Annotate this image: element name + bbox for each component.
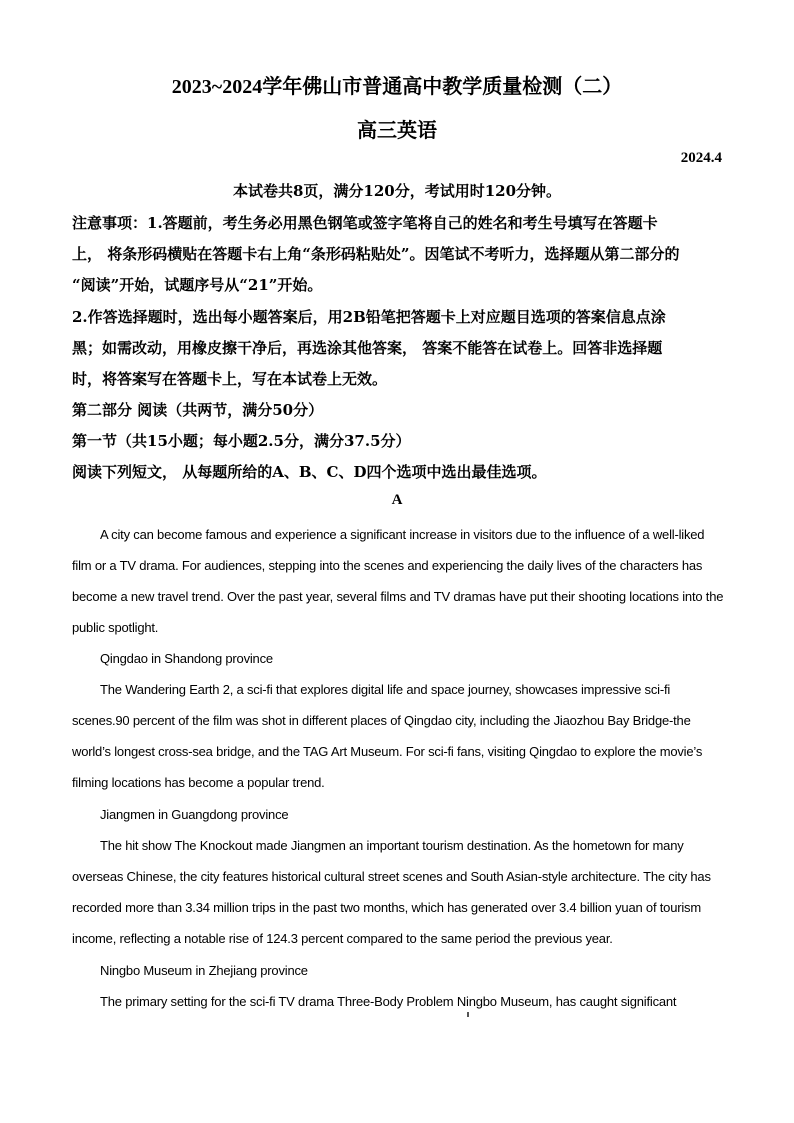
exam-subject: 高三英语 <box>357 120 437 142</box>
note2-line-3: 时，将答案写在答题卡上，写在本试卷上无效。 <box>72 370 388 388</box>
exam-summary: 本试卷共8页，满分120分，考试用时120分钟。 <box>232 182 562 200</box>
reading-direction: 阅读下列短文， 从每题所给的A、B、C、D四个选项中选出最佳选项。 <box>72 463 547 481</box>
location-heading-jiangmen: Jiangmen in Guangdong province <box>100 807 289 822</box>
passage-intro: A city can become famous and experience a significant increase in visitors due to the influence of a well-liked film or a TV drama. For audiences, stepping into the scenes and experiencing the daily lives of the characters has become a new travel trend. Over the past year, several films and TV dramas have put their shooting locations into the public spotlight. <box>72 527 724 635</box>
note2-line-1: 2.作答选择题时，选出每小题答案后，用2B铅笔把答题卡上对应题目选项的答案信息点涂 <box>72 308 666 326</box>
exam-title: 2023~2024学年佛山市普通高中教学质量检测（二） <box>171 76 623 98</box>
paragraph-ningbo: The primary setting for the sci-fi TV drama Three-Body Problem Ningbo Museum, has caught significant <box>100 994 677 1009</box>
note-line-1: 注意事项：1.答题前，考生务必用黑色钢笔或签字笔将自己的姓名和考生号填写在答题卡 <box>72 214 658 232</box>
note-line-3: “阅读”开始，试题序号从“21”开始。 <box>72 276 323 294</box>
location-heading-qingdao: Qingdao in Shandong province <box>100 651 273 666</box>
page-mark <box>467 1012 469 1017</box>
note-line-2: 上， 将条形码横贴在答题卡右上角“条形码粘贴处”。因笔试不考听力，选择题从第二部分的 <box>72 245 680 263</box>
section-heading: 第一节（共15小题；每小题2.5分，满分37.5分） <box>72 432 411 450</box>
paragraph-qingdao: The Wandering Earth 2, a sci-fi that explores digital life and space journey, showcases impressive sci-fi scenes.90 percent of the film was shot in different places of Qingdao city, including the Jiaozhou Bay Bridge-the world’s longest cross-sea bridge, and the TAG Art Museum. For sci-fi fans, visiting Qingdao to explore the movie’s filming locations has become a popular trend. <box>72 682 703 790</box>
location-heading-ningbo: Ningbo Museum in Zhejiang province <box>100 963 308 978</box>
passage-label: A <box>391 492 403 508</box>
note2-line-2: 黑；如需改动，用橡皮擦干净后，再选涂其他答案， 答案不能答在试卷上。回答非选择题 <box>72 339 663 357</box>
paragraph-jiangmen: The hit show The Knockout made Jiangmen an important tourism destination. As the hometown for many overseas Chinese, the city features historical cultural street scenes and South Asian-style architecture. The city has recorded more than 3.34 million trips in the past two months, which has generated over 3.4 billion yuan of tourism income, reflecting a notable rise of 124.3 percent compared to the same period the previous year. <box>72 838 711 946</box>
exam-date: 2024.4 <box>680 150 722 166</box>
part-heading: 第二部分 阅读（共两节，满分50分） <box>72 401 324 419</box>
